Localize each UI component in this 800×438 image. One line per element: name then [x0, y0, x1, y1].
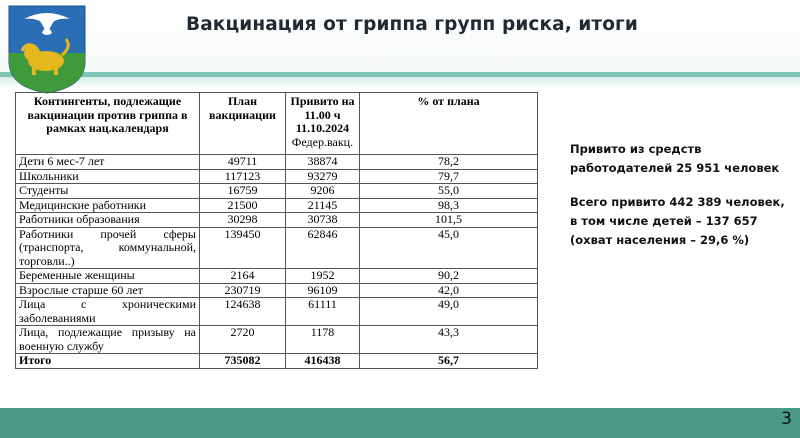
row-percent: 45,0 [360, 227, 538, 269]
row-vaccinated: 9206 [286, 184, 360, 199]
table-row [16, 269, 538, 284]
row-vaccinated: 96109 [286, 283, 360, 298]
row-vaccinated: 21145 [286, 198, 360, 213]
row-name: Лица, подлежащие призыву на военную службу [16, 326, 200, 354]
header-vaccinated [286, 93, 360, 155]
row-percent: 90,2 [360, 269, 538, 284]
row-vaccinated: 93279 [286, 169, 360, 184]
header-stripe-fade [0, 77, 800, 89]
row-percent: 55,0 [360, 184, 538, 199]
row-percent: 78,2 [360, 155, 538, 170]
table-header-row [16, 93, 538, 155]
row-plan: 124638 [200, 298, 286, 326]
row-percent: 101,5 [360, 213, 538, 228]
row-vaccinated: 30738 [286, 213, 360, 228]
belgorod-coat-of-arms-icon [6, 3, 88, 95]
row-plan: 139450 [200, 227, 286, 269]
row-vaccinated: 1952 [286, 269, 360, 284]
row-vaccinated: 1178 [286, 326, 360, 354]
row-name: Взрослые старше 60 лет [16, 283, 200, 298]
row-vaccinated: 62846 [286, 227, 360, 269]
row-vaccinated: 61111 [286, 298, 360, 326]
row-plan: 30298 [200, 213, 286, 228]
row-percent: 49,0 [360, 298, 538, 326]
employer-note: Привито из средств работодателей 25 951 человек [570, 142, 780, 175]
row-name: Медицинские работники [16, 198, 200, 213]
row-percent: 43,3 [360, 326, 538, 354]
table-row [16, 184, 538, 199]
row-vaccinated: 38874 [286, 155, 360, 170]
row-name: Лица с хроническими заболеваниями [16, 298, 200, 326]
table-row [16, 283, 538, 298]
row-plan: 2720 [200, 326, 286, 354]
total-vaccinated: 416438 [286, 354, 360, 369]
table-row [16, 326, 538, 354]
header-percent: % от плана [360, 93, 538, 155]
row-name: Дети 6 мес-7 лет [16, 155, 200, 170]
row-name: Школьники [16, 169, 200, 184]
row-plan: 21500 [200, 198, 286, 213]
row-name: Студенты [16, 184, 200, 199]
table-row [16, 227, 538, 269]
header-plan: План вакцинации [200, 93, 286, 155]
row-plan: 117123 [200, 169, 286, 184]
total-percent: 56,7 [360, 354, 538, 369]
page-title: Вакцинация от гриппа групп риска, итоги [186, 14, 638, 35]
table-row [16, 155, 538, 170]
row-name: Работники образования [16, 213, 200, 228]
row-name: Беременные женщины [16, 269, 200, 284]
slide-header [0, 0, 800, 72]
table-row [16, 198, 538, 213]
vaccination-table [15, 92, 538, 369]
page-number: 3 [781, 409, 792, 429]
row-percent: 42,0 [360, 283, 538, 298]
header-contingent: Контингенты, подлежащие вакцинации против гриппа в рамках нац.календаря [16, 93, 200, 155]
row-plan: 49711 [200, 155, 286, 170]
total-note: Всего привито 442 389 человек, в том числе детей – 137 657 (охват населения – 29,6 %) [570, 195, 785, 247]
row-name: Работники прочей сферы (транспорта, коммунальной, торговли..) [16, 227, 200, 269]
header-vaccinated-label: Привито на 11.00 ч 11.10.2024 [290, 94, 355, 135]
row-percent: 98,3 [360, 198, 538, 213]
table-total-row [16, 354, 538, 369]
row-plan: 2164 [200, 269, 286, 284]
row-percent: 79,7 [360, 169, 538, 184]
table-row [16, 298, 538, 326]
total-name: Итого [16, 354, 200, 369]
table-row [16, 169, 538, 184]
footer-bar [0, 408, 800, 438]
row-plan: 230719 [200, 283, 286, 298]
row-plan: 16759 [200, 184, 286, 199]
summary-panel [570, 140, 795, 265]
table-row [16, 213, 538, 228]
total-plan: 735082 [200, 354, 286, 369]
header-vaccinated-sub: Федер.вакц. [291, 134, 354, 149]
